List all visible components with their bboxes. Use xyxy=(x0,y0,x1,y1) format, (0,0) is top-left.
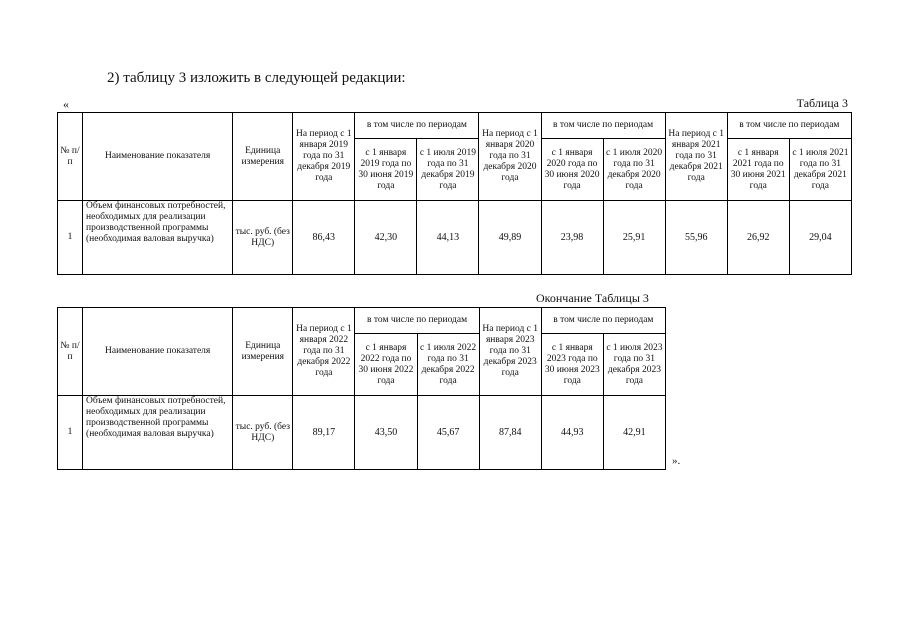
header-name: Наименование показателя xyxy=(83,113,233,201)
row-value: 55,96 xyxy=(665,201,727,275)
header-unit: Единица измерения xyxy=(233,113,293,201)
row-unit: тыс. руб. (без НДС) xyxy=(233,201,293,275)
header-incl: в том числе по периодам xyxy=(541,113,665,139)
table-3-part2 xyxy=(57,307,666,470)
opening-quote: « xyxy=(63,97,69,111)
header-name: Наименование показателя xyxy=(83,308,233,396)
header-incl: в том числе по периодам xyxy=(355,308,479,334)
header-half-2: с 1 июля 2019 года по 31 декабря 2019 года xyxy=(417,139,479,201)
row-value: 86,43 xyxy=(293,201,355,275)
header-incl: в том числе по периодам xyxy=(541,308,665,334)
header-period-total: На период с 1 января 2021 года по 31 декабря 2021 года xyxy=(665,113,727,201)
row-name: Объем финансовых потребностей, необходимых для реализации производственной программы (необходимая валовая выручка) xyxy=(83,201,233,275)
row-value: 23,98 xyxy=(541,201,603,275)
header-half-1: с 1 января 2023 года по 30 июня 2023 года xyxy=(541,334,603,396)
row-value: 26,92 xyxy=(727,201,789,275)
table-3-part1 xyxy=(57,112,852,275)
header-half-1: с 1 января 2021 года по 30 июня 2021 года xyxy=(727,139,789,201)
header-half-1: с 1 января 2019 года по 30 июня 2019 года xyxy=(355,139,417,201)
header-period-total: На период с 1 января 2020 года по 31 декабря 2020 года xyxy=(479,113,541,201)
header-incl: в том числе по периодам xyxy=(727,113,851,139)
table2-caption: Окончание Таблицы 3 xyxy=(536,291,649,305)
row-num: 1 xyxy=(58,201,83,275)
header-period-total: На период с 1 января 2022 года по 31 декабря 2022 года xyxy=(293,308,355,396)
header-period-total: На период с 1 января 2023 года по 31 декабря 2023 года xyxy=(479,308,541,396)
header-half-1: с 1 января 2020 года по 30 июня 2020 года xyxy=(541,139,603,201)
header-unit: Единица измерения xyxy=(233,308,293,396)
closing-quote: ». xyxy=(672,455,681,467)
row-value: 25,91 xyxy=(603,201,665,275)
row-name: Объем финансовых потребностей, необходимых для реализации производственной программы (необходимая валовая выручка) xyxy=(83,396,233,470)
row-value: 87,84 xyxy=(479,396,541,470)
row-value: 49,89 xyxy=(479,201,541,275)
row-unit: тыс. руб. (без НДС) xyxy=(233,396,293,470)
header-num: № п/п xyxy=(58,308,83,396)
table-row xyxy=(58,201,852,275)
row-num: 1 xyxy=(58,396,83,470)
row-value: 43,50 xyxy=(355,396,417,470)
header-half-2: с 1 июля 2023 года по 31 декабря 2023 года xyxy=(603,334,665,396)
row-value: 44,13 xyxy=(417,201,479,275)
header-half-2: с 1 июля 2021 года по 31 декабря 2021 года xyxy=(789,139,851,201)
header-num: № п/п xyxy=(58,113,83,201)
header-half-2: с 1 июля 2020 года по 31 декабря 2020 года xyxy=(603,139,665,201)
document-heading: 2) таблицу 3 изложить в следующей редакции: xyxy=(107,70,406,86)
header-period-total: На период с 1 января 2019 года по 31 декабря 2019 года xyxy=(293,113,355,201)
table1-caption: Таблица 3 xyxy=(796,96,848,110)
row-value: 42,30 xyxy=(355,201,417,275)
row-value: 44,93 xyxy=(541,396,603,470)
row-value: 29,04 xyxy=(789,201,851,275)
header-incl: в том числе по периодам xyxy=(355,113,479,139)
table-row xyxy=(58,396,666,470)
row-value: 45,67 xyxy=(417,396,479,470)
header-half-2: с 1 июля 2022 года по 31 декабря 2022 года xyxy=(417,334,479,396)
row-value: 89,17 xyxy=(293,396,355,470)
header-half-1: с 1 января 2022 года по 30 июня 2022 года xyxy=(355,334,417,396)
row-value: 42,91 xyxy=(603,396,665,470)
